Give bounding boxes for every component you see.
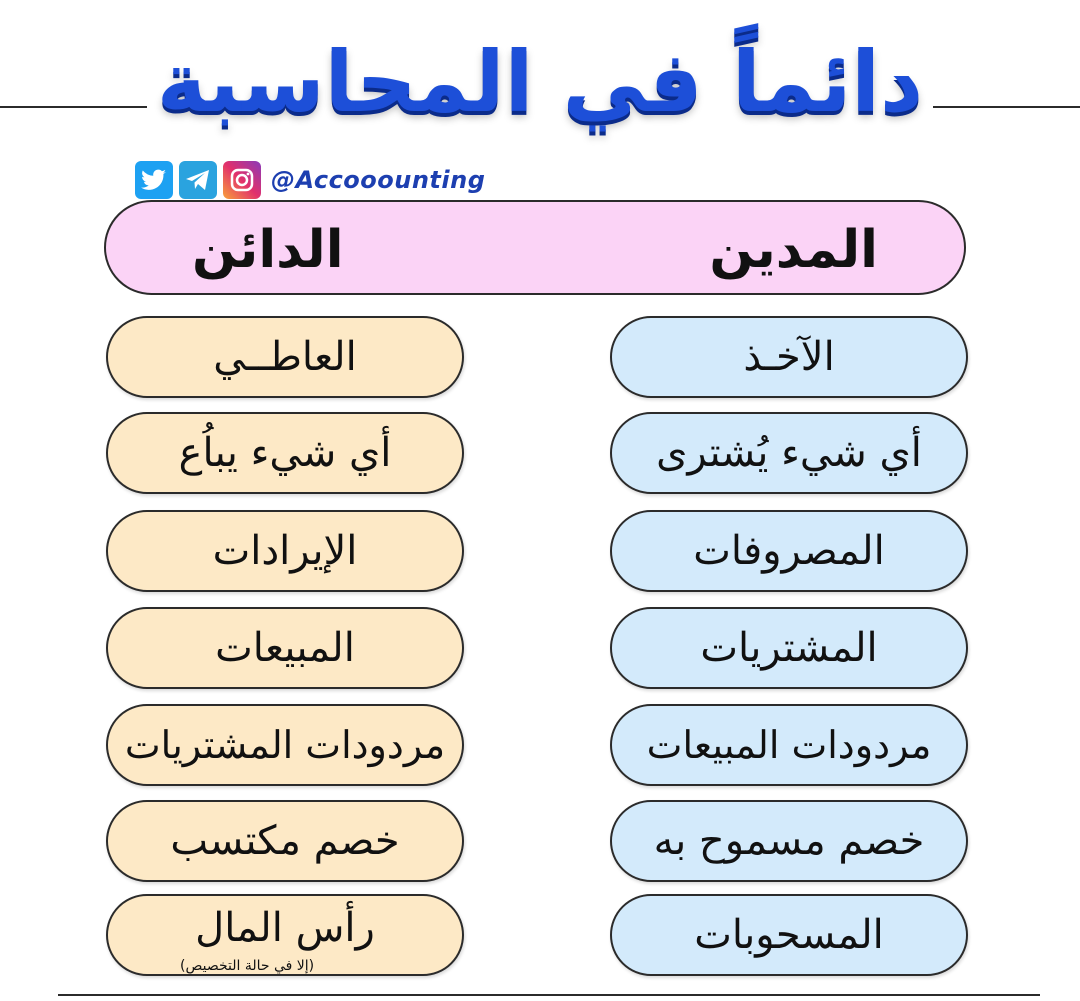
- twitter-icon[interactable]: [135, 161, 173, 199]
- instagram-icon[interactable]: [223, 161, 261, 199]
- debtor-item: المشتريات: [610, 607, 968, 689]
- creditor-item: المبيعات: [106, 607, 464, 689]
- column-header: [104, 200, 966, 295]
- creditor-item: العاطــي: [106, 316, 464, 398]
- telegram-icon[interactable]: [179, 161, 217, 199]
- creditor-item: الإيرادات: [106, 510, 464, 592]
- creditor-item: مردودات المشتريات: [106, 704, 464, 786]
- creditor-item: خصم مكتسب: [106, 800, 464, 882]
- debtor-item: أي شيء يُشترى: [610, 412, 968, 494]
- debtor-header: المدين: [709, 220, 878, 280]
- capital-note: (إلا في حالة التخصيص): [180, 958, 315, 974]
- social-handle[interactable]: @Accooounting: [271, 166, 486, 194]
- social-bar: [135, 160, 485, 200]
- debtor-item: المصروفات: [610, 510, 968, 592]
- debtor-item: الآخـذ: [610, 316, 968, 398]
- page-title: دائماً في المحاسبة: [0, 40, 1080, 124]
- creditor-item: أي شيء يباُع: [106, 412, 464, 494]
- debtor-item: خصم مسموح به: [610, 800, 968, 882]
- creditor-item: رأس المال: [106, 894, 464, 976]
- bottom-divider: [58, 994, 1040, 996]
- creditor-header: الدائن: [192, 220, 344, 280]
- debtor-item: المسحوبات: [610, 894, 968, 976]
- debtor-item: مردودات المبيعات: [610, 704, 968, 786]
